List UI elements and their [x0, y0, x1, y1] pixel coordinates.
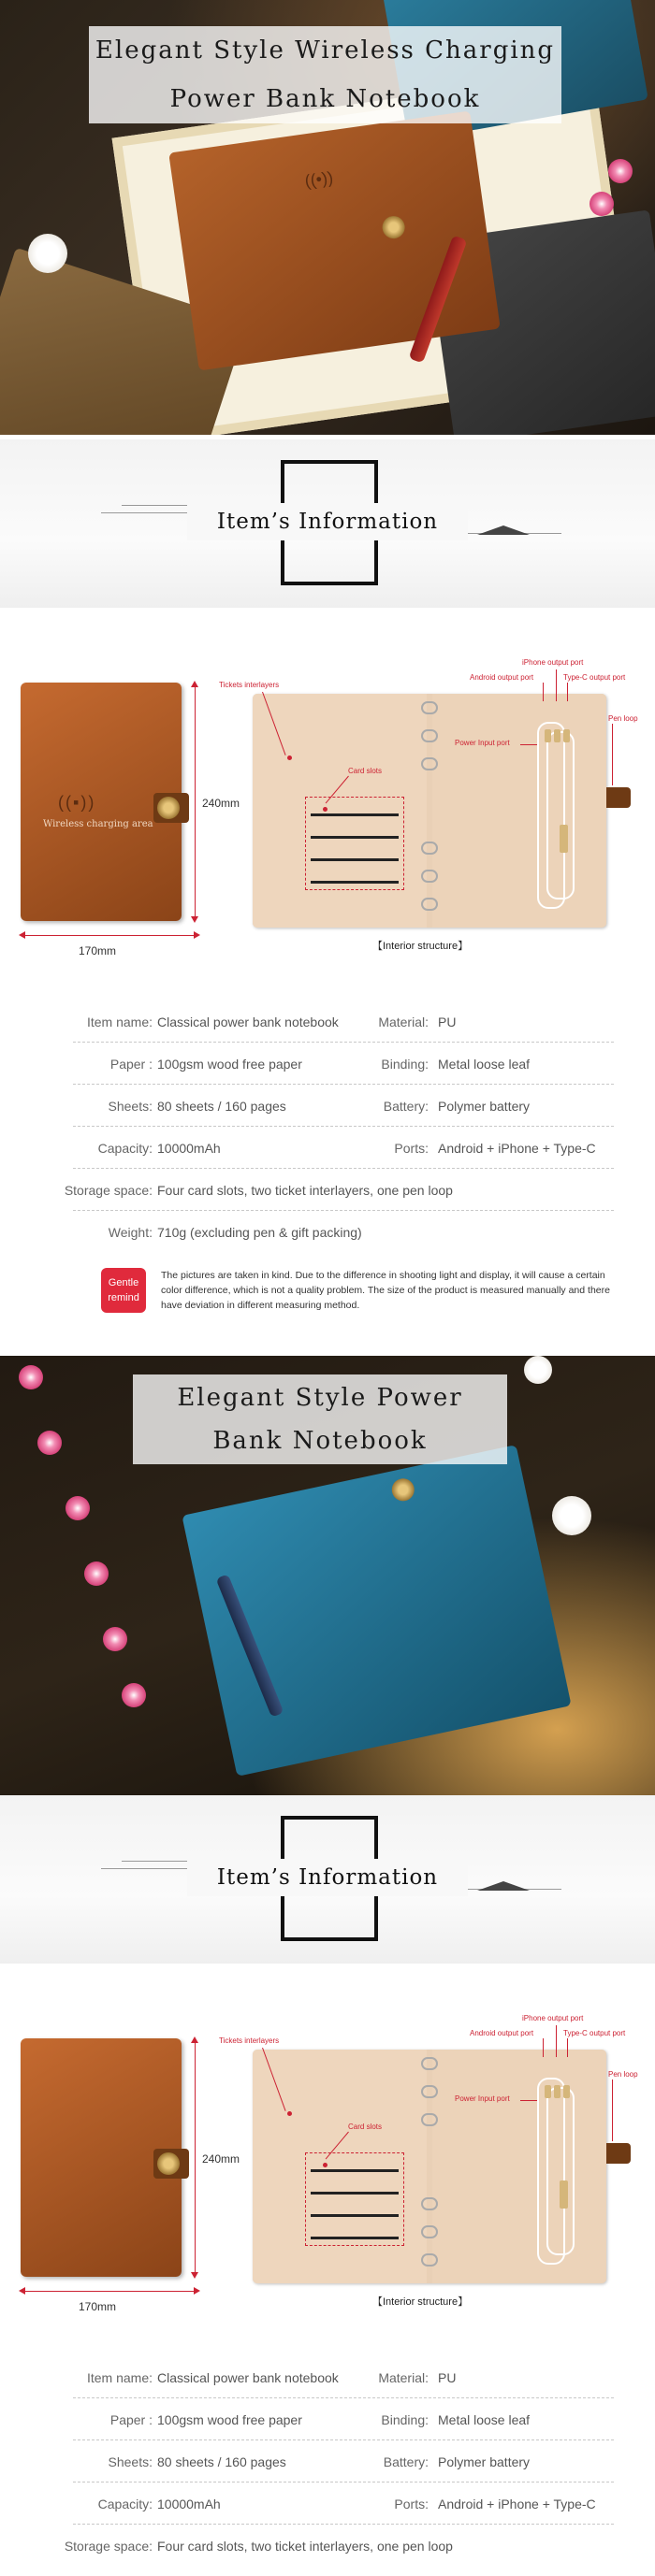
spec-key: Binding: [381, 1057, 429, 1072]
callout-iphone-port: iPhone output port [522, 2014, 584, 2022]
spec-value: Polymer battery [438, 1099, 531, 1114]
callout-power-input: Power Input port [455, 2094, 510, 2103]
spec-row [73, 2482, 614, 2525]
spec-value: Android + iPhone + Type-C [438, 2497, 596, 2511]
spec-value: PU [438, 1015, 457, 1029]
callout-power-input: Power Input port [455, 739, 510, 747]
spec-value: Four card slots, two ticket interlayers, one pen loop [157, 2539, 453, 2554]
hero-banner-2 [0, 1356, 655, 1795]
hero-title-box [133, 1374, 507, 1464]
spec-key: Material: [378, 1015, 429, 1029]
power-bank-cables [533, 2050, 603, 2283]
spec-key: Battery: [383, 1099, 429, 1114]
height-label: 240mm [202, 2152, 240, 2166]
spec-key: Item name: [86, 2370, 153, 2385]
spec-row [73, 2440, 614, 2482]
pink-blossom [122, 1683, 146, 1707]
spec-value: PU [438, 2370, 457, 2385]
callout-tickets: Tickets interlayers [219, 681, 280, 689]
height-dimension-line [195, 683, 196, 921]
callout-iphone-port: iPhone output port [522, 658, 584, 667]
spec-key: Capacity: [97, 1141, 153, 1156]
cotton-flower [552, 1496, 591, 1535]
hero-title-line1: Elegant Style Power [177, 1384, 463, 1412]
spec-value: 100gsm wood free paper [157, 2412, 302, 2427]
callout-typec-port: Type-C output port [563, 2029, 626, 2037]
card-slots-highlight [305, 797, 404, 890]
pen-loop [606, 787, 631, 808]
pink-blossom [84, 1561, 109, 1586]
item-info-header-1 [0, 439, 655, 608]
pink-blossom [608, 159, 633, 183]
width-dimension-line [21, 935, 198, 936]
remind-badge: Gentle remind [101, 1268, 146, 1313]
callout-android-port: Android output port [470, 2029, 534, 2037]
spec-row [73, 2356, 614, 2398]
spec-value: Polymer battery [438, 2454, 531, 2469]
spec-key: Ports: [394, 2497, 429, 2511]
pink-blossom [37, 1431, 62, 1455]
width-label: 170mm [79, 944, 117, 957]
card-slots-highlight [305, 2152, 404, 2246]
hero-title-line2: Power Bank Notebook [169, 85, 481, 113]
width-label: 170mm [79, 2300, 117, 2313]
binder-rings [421, 701, 438, 916]
decor-mountain [477, 525, 530, 535]
remind-text: The pictures are taken in kind. Due to the difference in shooting light and display, it will cause a certain color difference, which is not a quality problem. The size of the product is measured manually and there have deviation in different measuring method. [161, 1270, 610, 1311]
spec-table-1 [64, 1000, 614, 1253]
binder-rings [421, 2057, 438, 2272]
notebook-interior-image [253, 2050, 606, 2283]
clasp [390, 1476, 416, 1503]
spec-key: Storage space: [64, 1183, 153, 1198]
spec-key: Battery: [383, 2454, 429, 2469]
callout-pen-loop: Pen loop [608, 2070, 638, 2079]
spec-value: Four card slots, two ticket interlayers, one pen loop [157, 1183, 453, 1198]
clasp-strap [153, 2149, 189, 2179]
spec-value: 710g (excluding pen & gift packing) [157, 1225, 362, 1240]
interior-caption: 【Interior structure】 [372, 2296, 469, 2308]
spec-row [73, 1000, 614, 1043]
hero-title-box [89, 26, 561, 123]
pink-blossom [103, 1627, 127, 1651]
product-diagram-1 [0, 655, 655, 957]
callout-card-slots: Card slots [348, 767, 383, 775]
decor-mountain [477, 1881, 530, 1891]
spec-value: 80 sheets / 160 pages [157, 2454, 286, 2469]
spec-value: Metal loose leaf [438, 1057, 531, 1072]
clasp-strap [153, 793, 189, 823]
spec-key: Ports: [394, 1141, 429, 1156]
spec-row [73, 1043, 614, 1085]
clasp [157, 2152, 180, 2175]
spec-row [73, 1085, 614, 1127]
wireless-charging-icon: ((•)) [303, 167, 335, 191]
callout-pen-loop: Pen loop [608, 714, 638, 723]
spec-row [73, 2398, 614, 2440]
pink-blossom [19, 1365, 43, 1389]
notebook-front-image [21, 683, 182, 921]
cotton-flower [28, 234, 67, 273]
spec-key: Binding: [381, 2412, 429, 2427]
spec-key: Paper : [109, 2412, 153, 2427]
spec-key: Storage space: [64, 2539, 153, 2554]
spec-value: Classical power bank notebook [157, 2370, 339, 2385]
spec-row [73, 1211, 614, 1253]
pink-blossom [590, 192, 614, 216]
spec-value: 10000mAh [157, 2497, 221, 2511]
width-dimension-line [21, 2291, 198, 2292]
clasp [381, 215, 406, 240]
interior-caption: 【Interior structure】 [372, 941, 469, 952]
hero-banner-1 [0, 0, 655, 435]
spec-row [73, 1127, 614, 1169]
product-diagram-2 [0, 2010, 655, 2313]
spec-key: Paper : [109, 1057, 153, 1072]
spec-value: Android + iPhone + Type-C [438, 1141, 596, 1156]
wireless-charging-icon: ((▪)) [58, 793, 96, 812]
power-bank-cables [533, 694, 603, 928]
notebook-front-image [21, 2038, 182, 2277]
height-dimension-line [195, 2038, 196, 2277]
notebook-interior-image [253, 694, 606, 928]
spec-row [64, 2525, 614, 2567]
spec-row [64, 1169, 614, 1211]
spec-table-2 [64, 2356, 614, 2567]
spec-value: 80 sheets / 160 pages [157, 1099, 286, 1114]
section-title: Item’s Information [187, 503, 468, 540]
item-info-header-2 [0, 1795, 655, 1964]
section-title: Item’s Information [187, 1859, 468, 1896]
spec-key: Capacity: [97, 2497, 153, 2511]
pen-loop [606, 2143, 631, 2164]
callout-typec-port: Type-C output port [563, 673, 626, 682]
spec-value: Classical power bank notebook [157, 1015, 339, 1029]
callout-tickets: Tickets interlayers [219, 2036, 280, 2045]
spec-key: Sheets: [108, 2454, 153, 2469]
callout-android-port: Android output port [470, 673, 534, 682]
spec-key: Sheets: [108, 1099, 153, 1114]
spec-key: Weight: [108, 1225, 153, 1240]
spec-key: Material: [378, 2370, 429, 2385]
height-label: 240mm [202, 797, 240, 810]
clasp [157, 797, 180, 819]
hero-title-line2: Bank Notebook [212, 1427, 428, 1455]
spec-value: 100gsm wood free paper [157, 1057, 302, 1072]
callout-card-slots: Card slots [348, 2123, 383, 2131]
wireless-area-label: Wireless charging area [43, 819, 153, 829]
candle [524, 1356, 552, 1384]
spec-value: Metal loose leaf [438, 2412, 531, 2427]
pink-blossom [66, 1496, 90, 1520]
hero-title-line1: Elegant Style Wireless Charging [95, 36, 556, 65]
spec-key: Item name: [86, 1015, 153, 1029]
spec-value: 10000mAh [157, 1141, 221, 1156]
